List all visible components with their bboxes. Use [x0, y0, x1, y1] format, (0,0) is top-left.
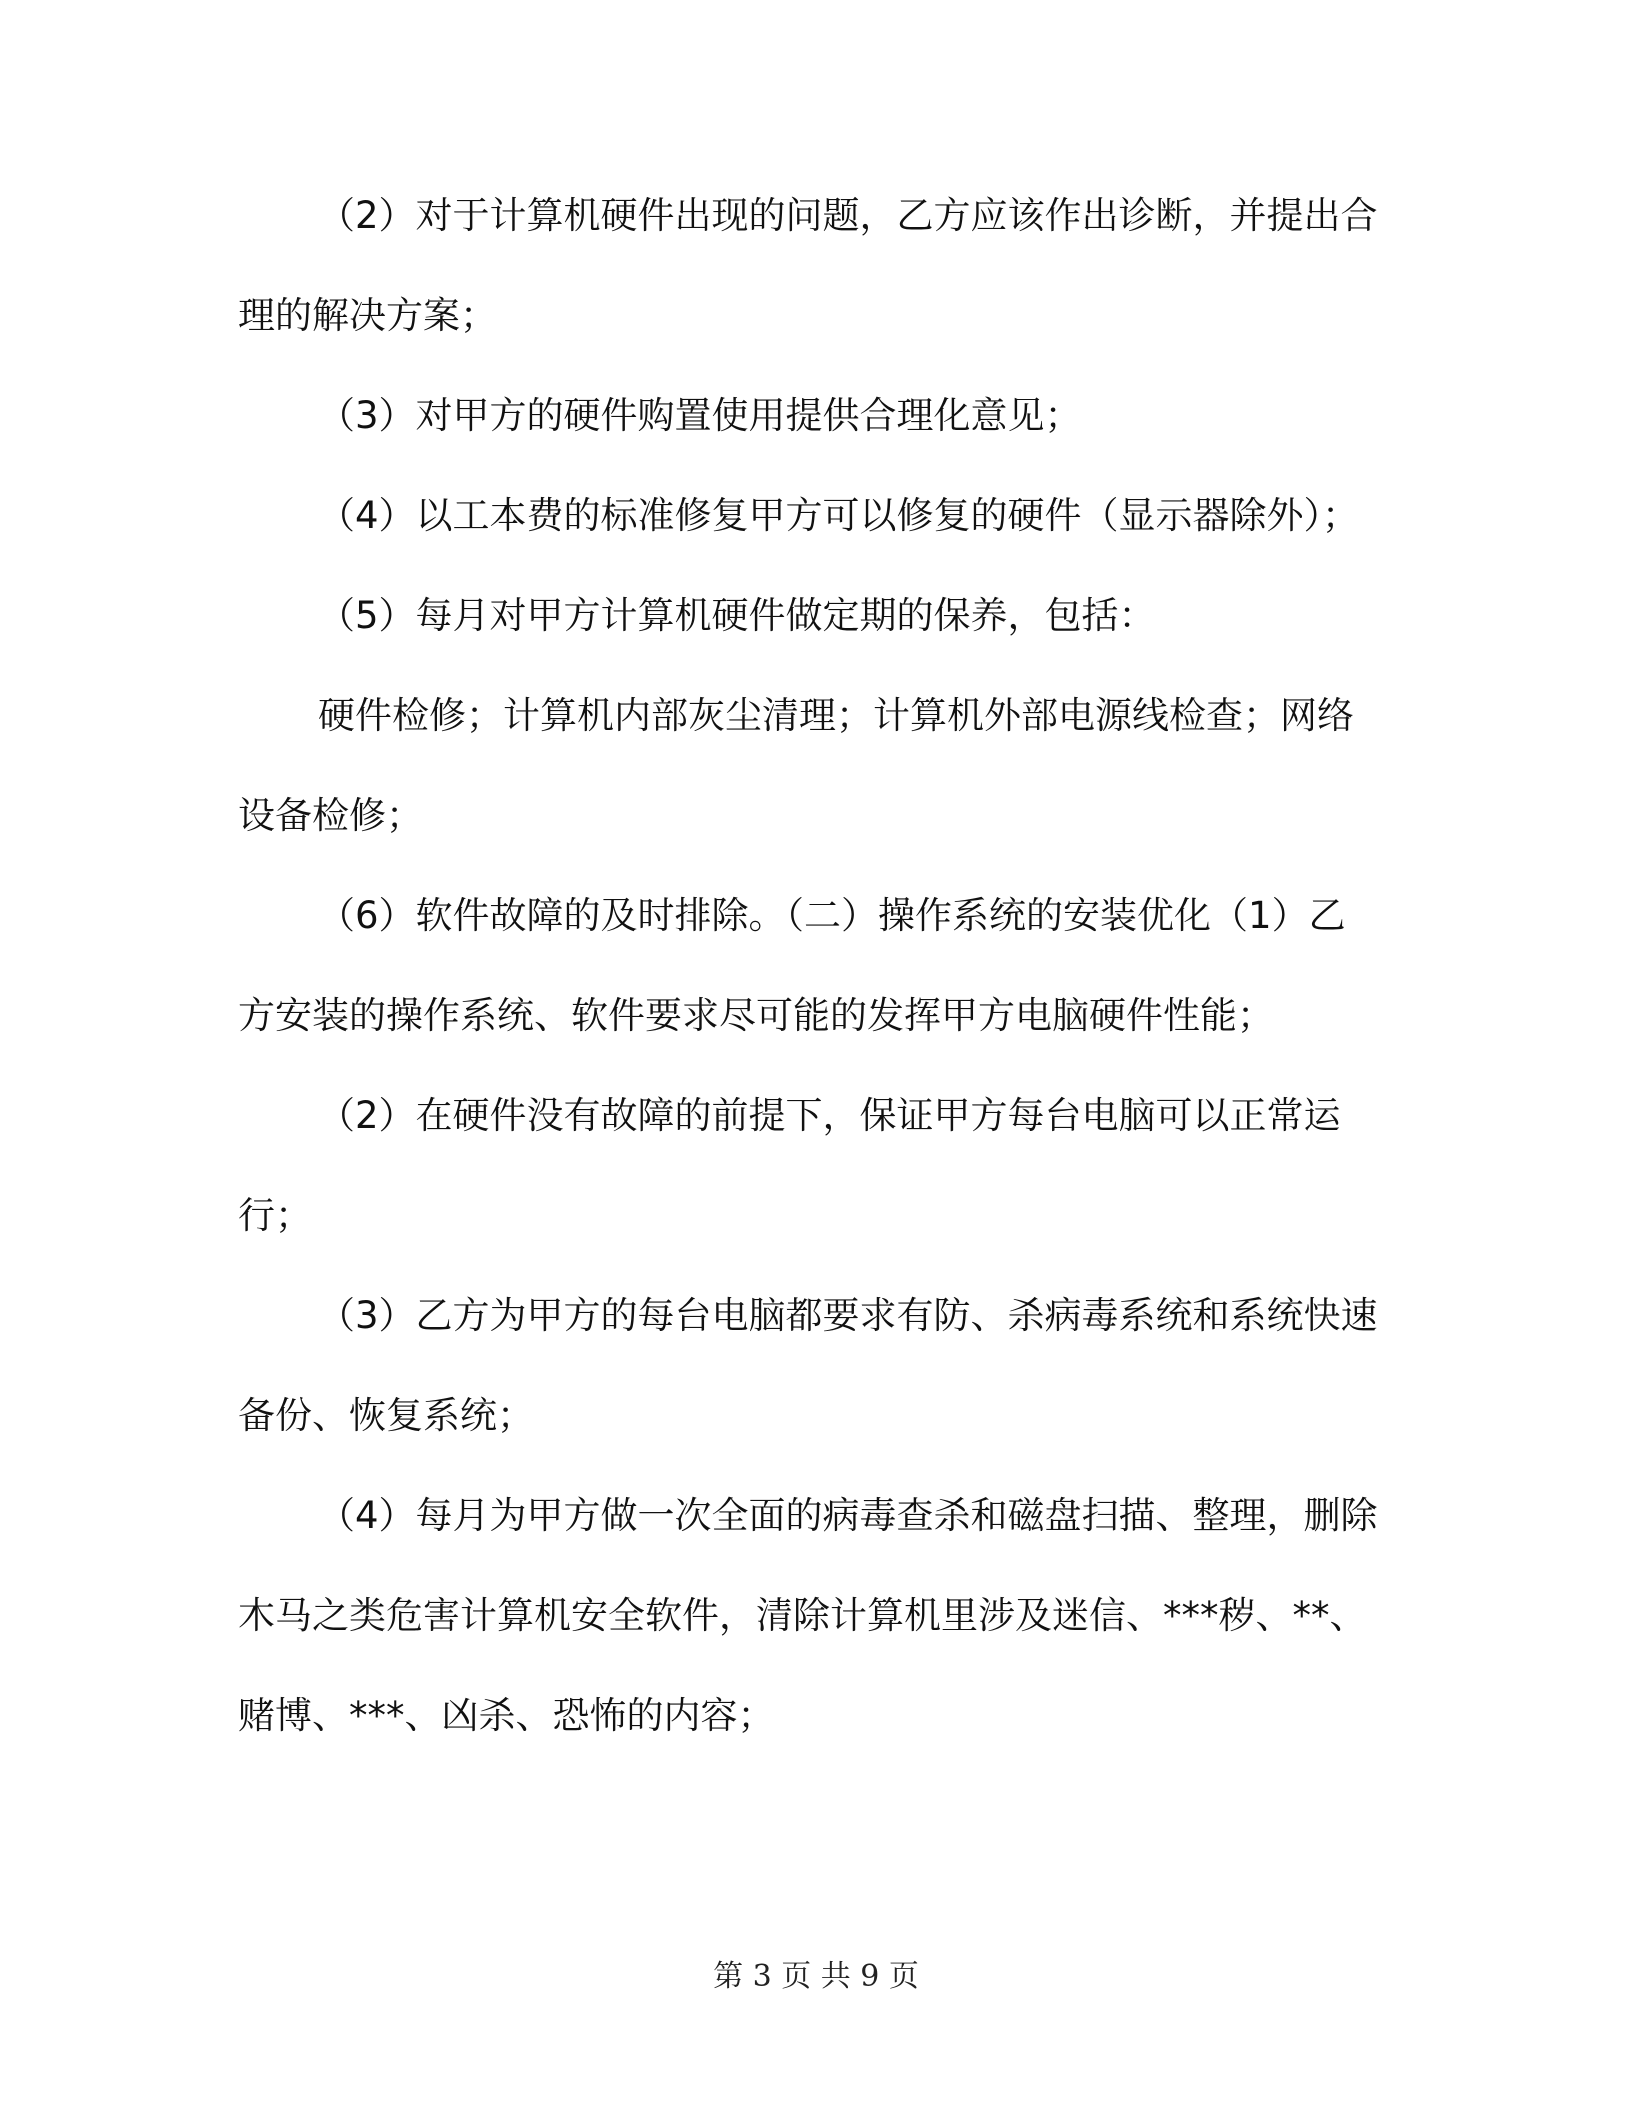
paragraph-line: 理的解决方案；: [238, 294, 497, 337]
paragraph-line: 赌博、***、凶杀、恐怖的内容；: [238, 1694, 775, 1737]
paragraph-line: 备份、恢复系统；: [238, 1394, 534, 1437]
paragraph-line: （4）每月为甲方做一次全面的病毒查杀和磁盘扫描、整理，删除: [318, 1494, 1378, 1537]
paragraph-line: （2）对于计算机硬件出现的问题，乙方应该作出诊断，并提出合: [318, 194, 1378, 237]
paragraph-line: 设备检修；: [238, 794, 423, 837]
paragraph-line: （3）乙方为甲方的每台电脑都要求有防、杀病毒系统和系统快速: [318, 1294, 1378, 1337]
paragraph-line: 方安装的操作系统、软件要求尽可能的发挥甲方电脑硬件性能；: [238, 994, 1274, 1037]
paragraph-line: （2）在硬件没有故障的前提下，保证甲方每台电脑可以正常运: [318, 1094, 1341, 1137]
page-number-footer: 第 3 页 共 9 页: [713, 1959, 919, 1994]
paragraph-line: （6）软件故障的及时排除。（二）操作系统的安装优化（1）乙: [318, 894, 1346, 937]
paragraph-line: （3）对甲方的硬件购置使用提供合理化意见；: [318, 394, 1082, 437]
paragraph-line: 硬件检修；计算机内部灰尘清理；计算机外部电源线检查；网络: [318, 694, 1354, 737]
paragraph-line: （4）以工本费的标准修复甲方可以修复的硬件（显示器除外）；: [318, 494, 1360, 537]
paragraph-line: 行；: [238, 1194, 312, 1237]
paragraph-line: 木马之类危害计算机安全软件，清除计算机里涉及迷信、***秽、**、: [238, 1594, 1367, 1637]
paragraph-line: （5）每月对甲方计算机硬件做定期的保养，包括：: [318, 594, 1156, 637]
